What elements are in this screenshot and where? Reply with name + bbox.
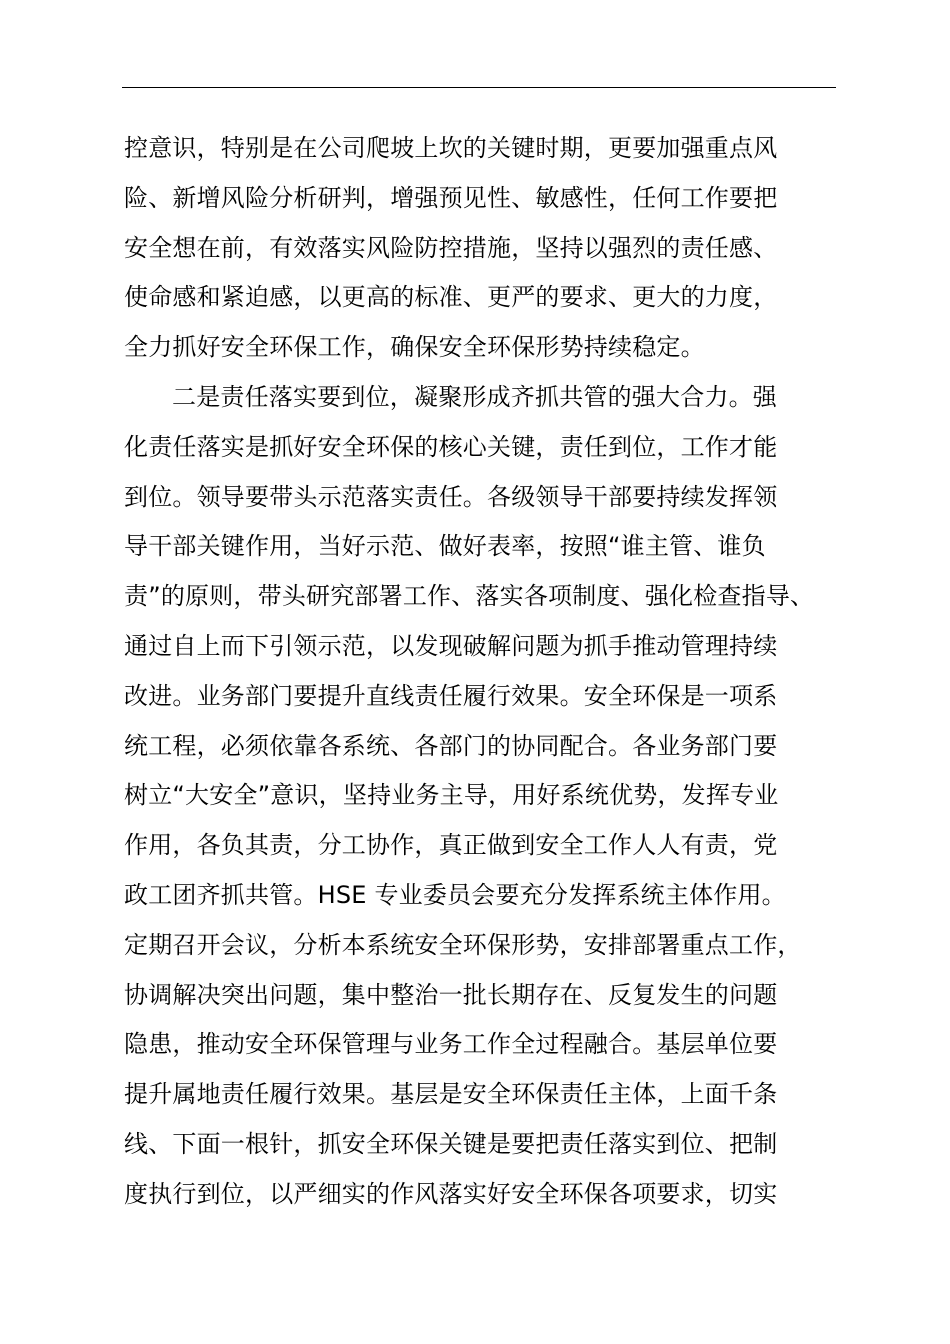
text-line: 提升属地责任履行效果。基层是安全环保责任主体，上面千条 [124, 1080, 778, 1109]
text-line: 使命感和紧迫感，以更高的标准、更严的要求、更大的力度， [124, 283, 778, 312]
text-line: 控意识，特别是在公司爬坡上坎的关键时期，更要加强重点风 [124, 134, 778, 162]
text-line: 树立“大安全”意识，坚持业务主导，用好系统优势，发挥专业 [124, 781, 779, 810]
text-line: 责”的原则，带头研究部署工作、落实各项制度、强化检查指导、 [124, 582, 815, 611]
text-line: 通过自上而下引领示范，以发现破解问题为抓手推动管理持续 [124, 631, 778, 660]
text-line: 协调解决突出问题，集中整治一批长期存在、反复发生的问题 [124, 980, 778, 1009]
text-line: 到位。领导要带头示范落实责任。各级领导干部要持续发挥领 [124, 482, 778, 511]
text-line: 定期召开会议，分析本系统安全环保形势，安排部署重点工作， [124, 930, 802, 959]
text-line: 隐患，推动安全环保管理与业务工作全过程融合。基层单位要 [124, 1030, 778, 1059]
text-line: 线、下面一根针，抓安全环保关键是要把责任落实到位、把制 [124, 1129, 778, 1158]
header-rule [122, 87, 836, 88]
text-line: 统工程，必须依靠各系统、各部门的协同配合。各业务部门要 [124, 731, 778, 760]
text-line: 险、新增风险分析研判，增强预见性、敏感性，任何工作要把 [124, 183, 778, 212]
text-line: 改进。业务部门要提升直线责任履行效果。安全环保是一项系 [124, 681, 778, 710]
paragraph-first-line: 二是责任落实要到位，凝聚形成齐抓共管的强大合力。强 [172, 382, 777, 411]
text-line: 政工团齐抓共管。HSE 专业委员会要充分发挥系统主体作用。 [124, 880, 786, 909]
text-line: 全力抓好安全环保工作，确保安全环保形势持续稳定。 [124, 333, 705, 362]
body-text [124, 124, 840, 1220]
text-line: 度执行到位，以严细实的作风落实好安全环保各项要求，切实 [124, 1179, 778, 1208]
text-line: 作用，各负其责，分工协作，真正做到安全工作人人有责，党 [124, 831, 778, 860]
text-line: 化责任落实是抓好安全环保的核心关键，责任到位，工作才能 [124, 432, 778, 461]
text-line: 导干部关键作用，当好示范、做好表率，按照“谁主管、谁负 [124, 532, 766, 561]
text-line: 安全想在前，有效落实风险防控措施，坚持以强烈的责任感、 [124, 233, 778, 262]
